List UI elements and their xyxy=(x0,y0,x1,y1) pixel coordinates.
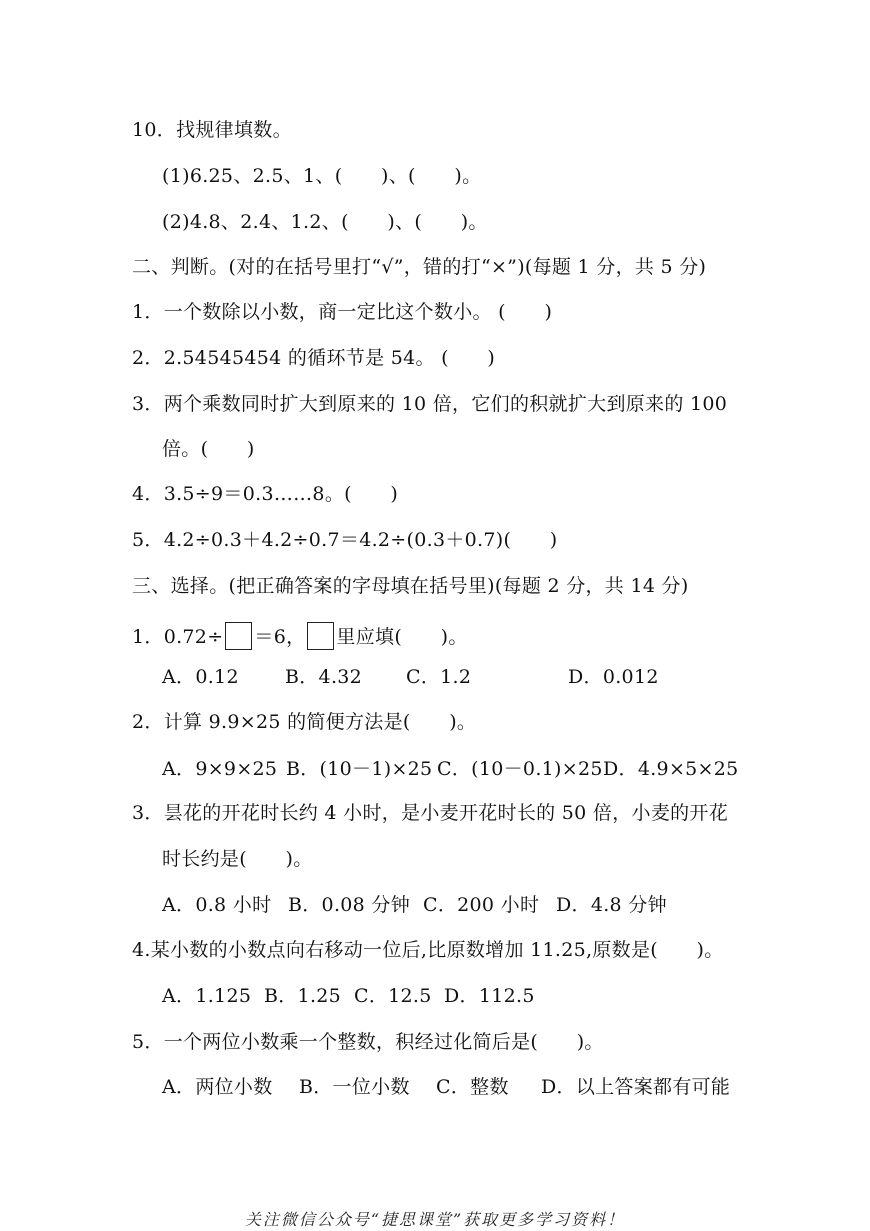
blank-box xyxy=(307,622,334,650)
option-d: D．0.012 xyxy=(568,666,659,688)
option-a: A．9×9×25 xyxy=(162,758,278,780)
choice-q1-mid: ＝6， xyxy=(254,626,306,648)
option-c: C．整数 xyxy=(436,1076,509,1098)
choice-q4-options xyxy=(162,984,535,1008)
judge-item-3: 3．两个乘数同时扩大到原来的 10 倍，它们的积就扩大到原来的 100 xyxy=(132,393,728,415)
option-a: A．1.125 xyxy=(162,985,252,1007)
judge-item-2: 2．2.54545454 的循环节是 54。 ( ) xyxy=(132,347,496,369)
option-d: D．4.8 分钟 xyxy=(556,894,667,916)
option-b: B．(10－1)×25 xyxy=(286,758,433,780)
judge-item-5: 5．4.2÷0.3＋4.2÷0.7＝4.2÷(0.3＋0.7)( ) xyxy=(132,529,558,551)
option-a: A．两位小数 xyxy=(162,1076,273,1098)
section-choice-heading: 三、选择。(把正确答案的字母填在括号里)(每题 2 分，共 14 分) xyxy=(132,575,689,597)
option-d: D．以上答案都有可能 xyxy=(541,1076,731,1098)
option-b: B．1.25 xyxy=(264,985,342,1007)
option-c: C．12.5 xyxy=(354,985,432,1007)
option-a: A．0.8 小时 xyxy=(162,894,272,916)
option-c: C．1.2 xyxy=(406,666,472,688)
option-d: D．4.9×5×25 xyxy=(603,758,739,780)
choice-q1-post: 里应填( )。 xyxy=(336,626,468,648)
choice-q1-options xyxy=(162,665,659,689)
q10-title: 10．找规律填数。 xyxy=(132,119,292,141)
section-judge-heading: 二、判断。(对的在括号里打“√”，错的打“×”)(每题 1 分，共 5 分) xyxy=(132,256,707,278)
choice-q1-pre: 1．0.72÷ xyxy=(132,626,224,648)
choice-q3-stem-cont: 时长约是( )。 xyxy=(162,848,313,870)
option-b: B．一位小数 xyxy=(299,1076,410,1098)
judge-item-4: 4．3.5÷9＝0.3……8。( ) xyxy=(132,483,399,505)
option-b: B．4.32 xyxy=(285,666,363,688)
choice-q5-options xyxy=(162,1075,730,1099)
judge-item-1: 1．一个数除以小数，商一定比这个数小。 ( ) xyxy=(132,301,553,323)
choice-q2-stem: 2．计算 9.9×25 的简便方法是( )。 xyxy=(132,711,477,733)
choice-q3-stem: 3．昙花的开花时长约 4 小时，是小麦开花时长的 50 倍，小麦的开花 xyxy=(132,802,729,824)
choice-q4-stem: 4.某小数的小数点向右移动一位后,比原数增加 11.25,原数是( )。 xyxy=(132,939,724,961)
option-b: B．0.08 分钟 xyxy=(288,894,411,916)
q10-part-2: (2)4.8、2.4、1.2、( )、( )。 xyxy=(162,211,488,233)
judge-item-3-cont: 倍。( ) xyxy=(162,438,255,460)
choice-q2-options xyxy=(162,757,739,781)
option-d: D．112.5 xyxy=(444,985,535,1007)
option-c: C．200 小时 xyxy=(423,894,540,916)
choice-q3-options xyxy=(162,893,667,917)
q10-part-1: (1)6.25、2.5、1、( )、( )。 xyxy=(162,165,482,187)
choice-q5-stem: 5．一个两位小数乘一个整数，积经过化简后是( )。 xyxy=(132,1031,604,1053)
option-c: C．(10－0.1)×25 xyxy=(437,758,603,780)
choice-q1-stem xyxy=(132,622,468,650)
option-a: A．0.12 xyxy=(162,666,239,688)
blank-box xyxy=(225,622,252,650)
footer-note: 关注微信公众号“捷思课堂”获取更多学习资料！ xyxy=(244,1210,626,1229)
